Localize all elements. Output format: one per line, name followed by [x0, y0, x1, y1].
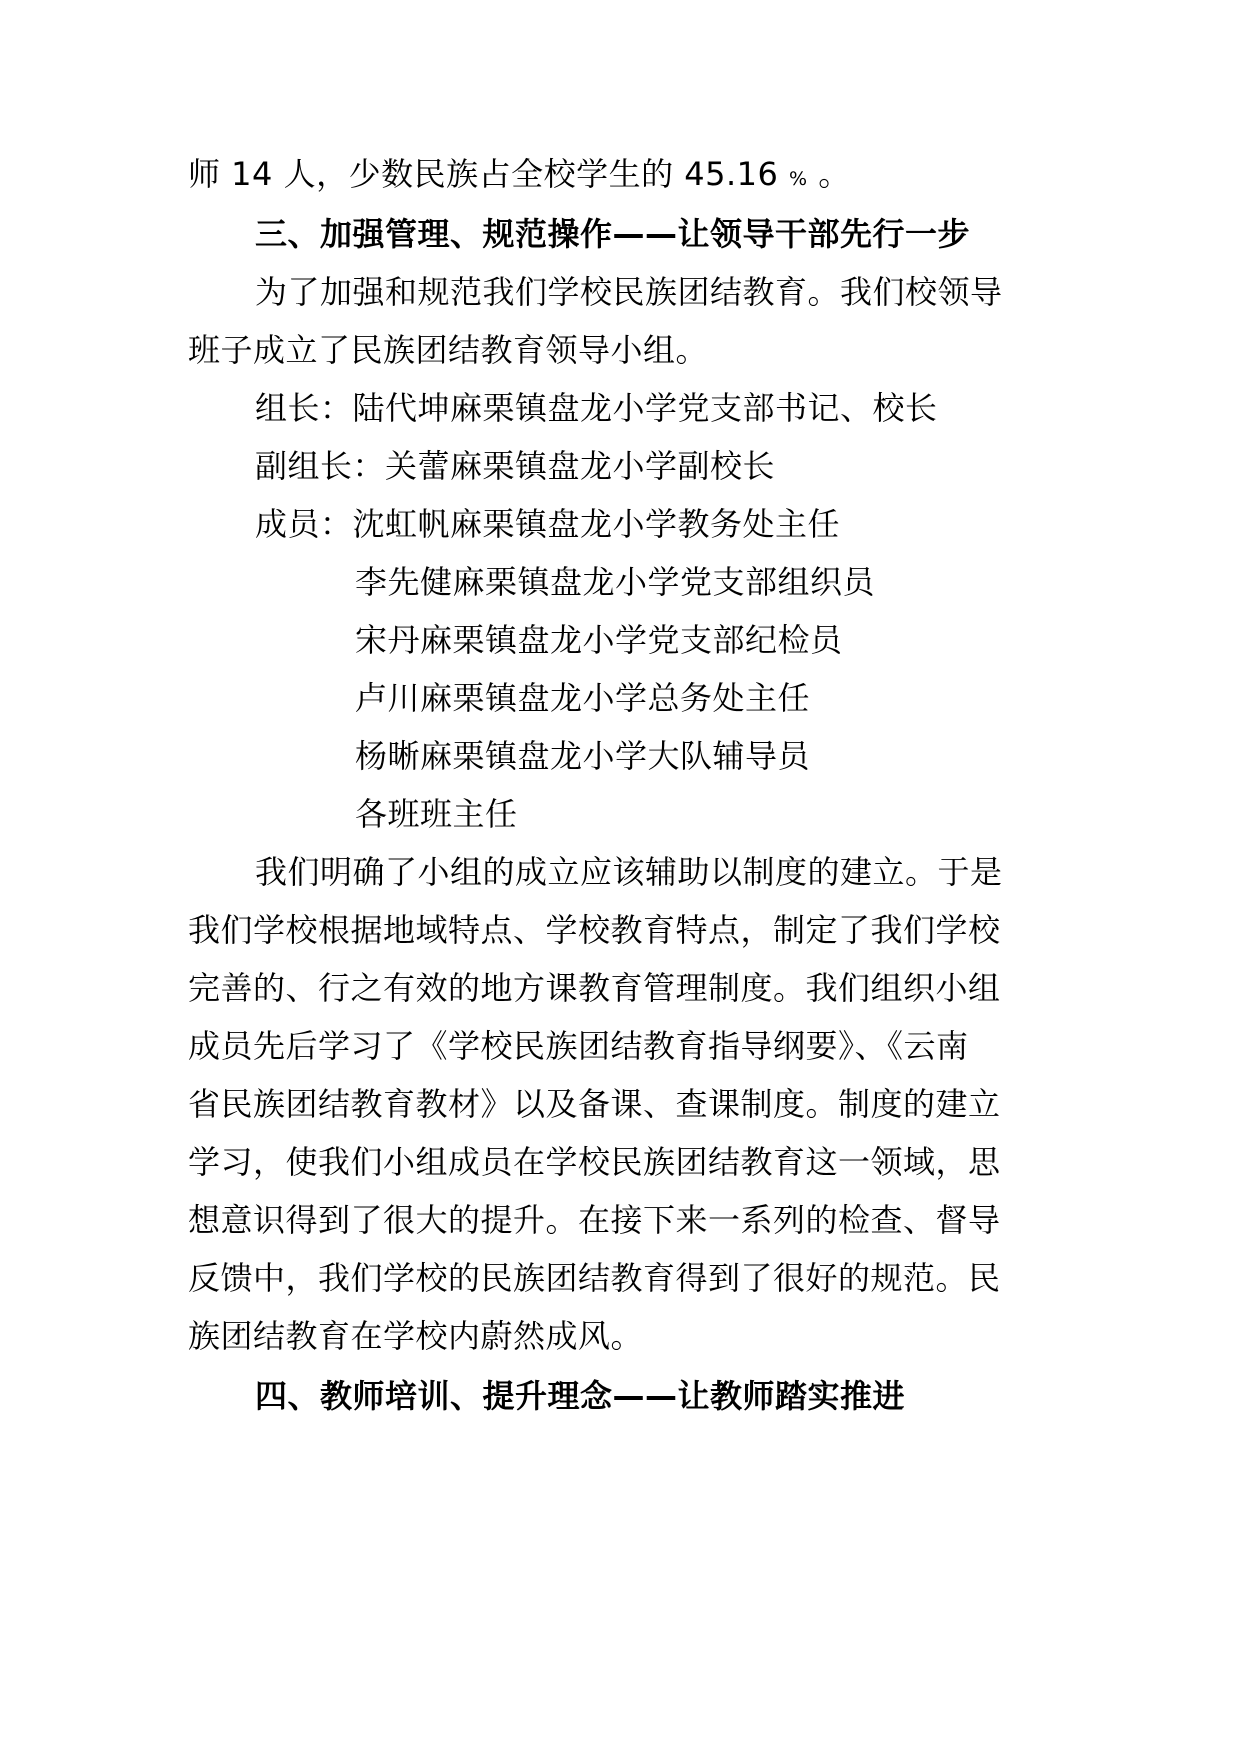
section-heading-3: 三、加强管理、规范操作——让领导干部先行一步: [255, 215, 971, 253]
member-line: 杨晰麻栗镇盘龙小学大队辅导员: [355, 737, 811, 775]
members-line-first: 成员：沈虹帆麻栗镇盘龙小学教务处主任: [255, 505, 841, 543]
paragraph-system-line: 我们学校根据地域特点、学校教育特点，制定了我们学校: [188, 911, 1001, 949]
paragraph-system-line: 我们明确了小组的成立应该辅助以制度的建立。于是: [255, 853, 1003, 891]
paragraph-system-line: 反馈中，我们学校的民族团结教育得到了很好的规范。民: [188, 1259, 1001, 1297]
member-line: 宋丹麻栗镇盘龙小学党支部纪检员: [355, 621, 843, 659]
text-line-teacher-count-end: 。: [807, 155, 851, 193]
text-line-teacher-count: [188, 152, 851, 201]
paragraph-intro-line-2: 班子成立了民族团结教育领导小组。: [188, 331, 709, 369]
paragraph-system-line: 想意识得到了很大的提升。在接下来一系列的检查、督导: [188, 1201, 1001, 1239]
section-heading-4: 四、教师培训、提升理念——让教师踏实推进: [255, 1377, 906, 1415]
member-line: 各班班主任: [355, 795, 518, 833]
deputy-leader-line: 副组长：关蕾麻栗镇盘龙小学副校长: [255, 447, 776, 485]
paragraph-system-line: 成员先后学习了《学校民族团结教育指导纲要》、《云南: [188, 1027, 969, 1065]
member-line: 李先健麻栗镇盘龙小学党支部组织员: [355, 563, 876, 601]
group-leader-line: 组长：陆代坤麻栗镇盘龙小学党支部书记、校长: [255, 389, 938, 427]
paragraph-system-line: 省民族团结教育教材》以及备课、查课制度。制度的建立: [188, 1085, 1001, 1123]
text-line-teacher-count-main: 师 14 人，少数民族占全校学生的 45.16: [188, 155, 779, 193]
member-line: 卢川麻栗镇盘龙小学总务处主任: [355, 679, 811, 717]
paragraph-system-line: 完善的、行之有效的地方课教育管理制度。我们组织小组: [188, 969, 1001, 1007]
paragraph-system-line: 学习，使我们小组成员在学校民族团结教育这一领域，思: [188, 1143, 1001, 1181]
percent-sign: %: [789, 168, 808, 190]
paragraph-system-line: 族团结教育在学校内蔚然成风。: [188, 1317, 644, 1355]
paragraph-intro-line-1: 为了加强和规范我们学校民族团结教育。我们校领导: [255, 273, 1003, 311]
